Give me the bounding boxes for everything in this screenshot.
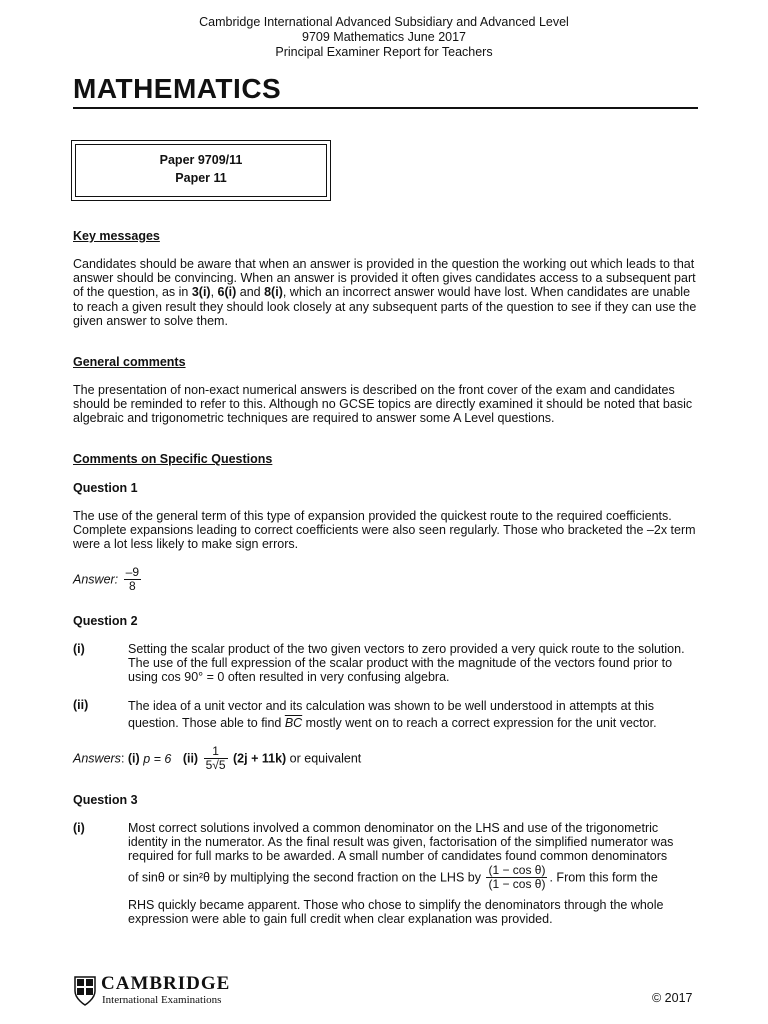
copyright: © 2017 bbox=[652, 991, 693, 1005]
q2-part-ii-text: The idea of a unit vector and its calculation was shown to be well understood in attempts at this question. Those able to find $\overline{BC}$ mostly went on to reach a correct expression for the unit vector. bbox=[128, 699, 657, 730]
paper-code: Paper 9709/11 bbox=[159, 153, 243, 167]
q2-part-ii-label: (ii) bbox=[73, 698, 89, 712]
general-comments-text: The presentation of non-exact numerical answers is described on the front cover of the exam and candidates should be reminded to refer to this. Although no GCSE topics are directly examined it should be noted that basic algebraic and trigonometric techniques are required to answer some A Level questions. bbox=[73, 383, 693, 426]
answer-fraction: $\frac{-9}{8}$ bbox=[125, 565, 139, 593]
page-title: MATHEMATICS bbox=[73, 73, 282, 104]
cos-fraction: $\frac{\text{(1 − cos θ)}}{\text{(1 − cos θ)}}$ bbox=[488, 863, 546, 891]
crest-icon bbox=[73, 975, 97, 1007]
header-line-3: Principal Examiner Report for Teachers bbox=[275, 45, 493, 59]
paper-name: Paper 11 bbox=[175, 171, 227, 185]
paper-box bbox=[71, 140, 331, 201]
key-messages-heading: Key messages bbox=[73, 229, 160, 243]
q3-part-i-text-a: Most correct solutions involved a common denominator on the LHS and use of the trigonometric identity in the numerator. As the final result was given, factorisation of the simplified numerator was required for full marks to be awarded. A small number of candidates found common denominators bbox=[128, 821, 674, 864]
question-1-text: The use of the general term of this type of expansion provided the quickest route to the required coefficients. Complete expansions leading to correct coefficients were also seen regularly. Those who bracketed the –2x term were a lot less likely to make sign errors. bbox=[73, 509, 696, 552]
vector-bc: $\overline{BC}$ bbox=[284, 716, 303, 730]
q3-part-i-text-b: of sinθ or sin²θ by multiplying the second fraction on the LHS by $\frac{\text{(1 − cos θ)}}{\text{(1 − cos θ)}}$ . From this form the bbox=[128, 863, 658, 891]
specific-heading: Comments on Specific Questions bbox=[73, 452, 273, 466]
general-comments-heading: General comments bbox=[73, 355, 186, 369]
logo-subtitle: International Examinations bbox=[102, 994, 222, 1006]
title-rule bbox=[73, 107, 698, 109]
paper-box-inner bbox=[75, 144, 327, 197]
q3-part-i-text-d: RHS quickly became apparent. Those who chose to simplify the denominators through the whole expression were able to gain full credit when clear explanation was provided. bbox=[128, 898, 664, 927]
cambridge-logo bbox=[73, 973, 233, 1009]
header-line-1: Cambridge International Advanced Subsidiary and Advanced Level bbox=[199, 15, 569, 29]
q3-part-i-label: (i) bbox=[73, 821, 85, 835]
question-1-heading: Question 1 bbox=[73, 481, 138, 495]
header-line-2: 9709 Mathematics June 2017 bbox=[302, 30, 466, 44]
q2-part-i-text: Setting the scalar product of the two given vectors to zero provided a very quick route to the solution. The use of the full expression of the scalar product with the magnitude of the vectors found prior to using cos 90° = 0 often resulted in very confusing algebra. bbox=[128, 642, 685, 685]
question-1-answer: Answer: $\frac{-9}{8}$ bbox=[73, 565, 139, 593]
question-2-answers: Answers: (i) p = 6 (ii) $\frac{1}{5√5}$ (2j + 11k) or equivalent bbox=[73, 744, 362, 772]
question-3-heading: Question 3 bbox=[73, 793, 138, 807]
logo-wordmark: CAMBRIDGE bbox=[101, 973, 231, 994]
question-2-heading: Question 2 bbox=[73, 614, 138, 628]
unit-vector-fraction: $\frac{1}{5√5}$ bbox=[205, 744, 226, 772]
q2-part-i-label: (i) bbox=[73, 642, 85, 656]
key-messages-text: Candidates should be aware that when an answer is provided in the question the working out which leads to that answer should be convincing. When an answer is provided it often gives candidates access to a subsequent part of the question, as in 3(i), 6(i) and 8(i), which an incorrect answer would have lost. When candidates are unable to reach a given result they should look closely at any subsequent parts of the question to see if they can use the given answer to solve them. bbox=[73, 257, 697, 328]
